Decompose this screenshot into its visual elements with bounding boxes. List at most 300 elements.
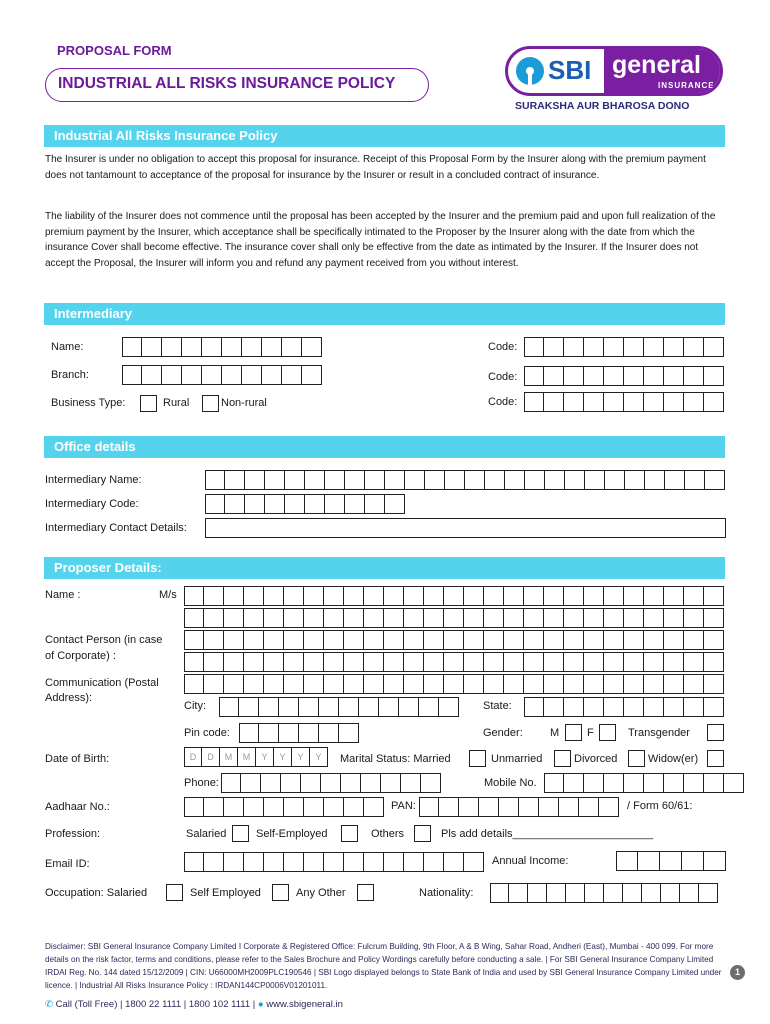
input-cell[interactable] <box>624 586 644 606</box>
input-cell[interactable] <box>202 337 222 357</box>
input-cell[interactable] <box>604 883 623 903</box>
input-cell[interactable] <box>244 674 264 694</box>
input-cell[interactable] <box>279 723 299 743</box>
profession-self-employed-checkbox[interactable] <box>341 825 358 842</box>
unmarried-checkbox[interactable] <box>554 750 571 767</box>
profession-others-checkbox[interactable] <box>414 825 431 842</box>
input-cell[interactable] <box>202 365 222 385</box>
address-input[interactable] <box>184 674 724 694</box>
office-code-input[interactable] <box>205 494 405 514</box>
input-cell[interactable] <box>404 852 424 872</box>
input-cell[interactable] <box>142 337 162 357</box>
input-cell[interactable] <box>484 652 504 672</box>
input-cell[interactable] <box>304 630 324 650</box>
input-cell[interactable] <box>404 674 424 694</box>
input-cell[interactable] <box>564 366 584 386</box>
input-cell[interactable] <box>324 586 344 606</box>
input-cell[interactable] <box>564 608 584 628</box>
input-cell[interactable] <box>585 883 604 903</box>
input-cell[interactable] <box>184 797 204 817</box>
intermediary-code-input-2[interactable] <box>524 366 724 386</box>
input-cell[interactable] <box>344 652 364 672</box>
input-cell[interactable] <box>284 652 304 672</box>
occupation-any-other-checkbox[interactable] <box>357 884 374 901</box>
input-cell[interactable] <box>384 674 404 694</box>
input-cell[interactable] <box>464 586 484 606</box>
input-cell[interactable] <box>264 674 284 694</box>
input-cell[interactable] <box>221 773 241 793</box>
input-cell[interactable] <box>381 773 401 793</box>
input-cell[interactable] <box>684 652 704 672</box>
input-cell[interactable] <box>224 852 244 872</box>
input-cell[interactable] <box>264 630 284 650</box>
input-cell[interactable] <box>644 773 664 793</box>
input-cell[interactable] <box>661 883 680 903</box>
input-cell[interactable] <box>524 586 544 606</box>
input-cell[interactable] <box>184 608 204 628</box>
intermediary-branch-input[interactable] <box>122 365 322 385</box>
input-cell[interactable] <box>509 883 528 903</box>
input-cell[interactable] <box>665 470 685 490</box>
input-cell[interactable] <box>339 697 359 717</box>
input-cell[interactable] <box>184 630 204 650</box>
input-cell[interactable] <box>305 494 325 514</box>
input-cell[interactable] <box>262 337 282 357</box>
input-cell[interactable] <box>684 586 704 606</box>
input-cell[interactable] <box>344 630 364 650</box>
input-cell[interactable] <box>439 797 459 817</box>
input-cell[interactable] <box>664 652 684 672</box>
input-cell[interactable] <box>544 674 564 694</box>
nationality-input[interactable] <box>490 883 718 903</box>
input-cell[interactable] <box>385 470 405 490</box>
input-cell[interactable] <box>242 365 262 385</box>
input-cell[interactable] <box>424 630 444 650</box>
input-cell[interactable] <box>524 608 544 628</box>
city-input[interactable] <box>219 697 459 717</box>
input-cell[interactable] <box>544 630 564 650</box>
input-cell[interactable] <box>704 608 724 628</box>
input-cell[interactable] <box>244 608 264 628</box>
input-cell[interactable] <box>324 797 344 817</box>
input-cell[interactable] <box>204 797 224 817</box>
married-checkbox[interactable] <box>469 750 486 767</box>
input-cell[interactable] <box>325 470 345 490</box>
input-cell[interactable]: M <box>238 747 256 767</box>
input-cell[interactable] <box>204 586 224 606</box>
website-link[interactable]: www.sbigeneral.in <box>266 999 343 1010</box>
input-cell[interactable] <box>299 723 319 743</box>
input-cell[interactable] <box>325 494 345 514</box>
input-cell[interactable] <box>244 652 264 672</box>
input-cell[interactable] <box>324 608 344 628</box>
pin-input[interactable] <box>239 723 359 743</box>
input-cell[interactable] <box>285 494 305 514</box>
input-cell[interactable] <box>264 586 284 606</box>
input-cell[interactable] <box>302 365 322 385</box>
input-cell[interactable] <box>244 630 264 650</box>
input-cell[interactable] <box>184 674 204 694</box>
input-cell[interactable] <box>184 586 204 606</box>
input-cell[interactable] <box>604 773 624 793</box>
input-cell[interactable] <box>644 586 664 606</box>
input-cell[interactable] <box>244 797 264 817</box>
input-cell[interactable] <box>584 337 604 357</box>
input-cell[interactable] <box>484 608 504 628</box>
input-cell[interactable] <box>544 697 564 717</box>
input-cell[interactable] <box>604 586 624 606</box>
mobile-input[interactable] <box>544 773 744 793</box>
input-cell[interactable] <box>704 851 726 871</box>
input-cell[interactable] <box>184 852 204 872</box>
input-cell[interactable] <box>704 366 724 386</box>
input-cell[interactable] <box>304 652 324 672</box>
input-cell[interactable] <box>365 494 385 514</box>
input-cell[interactable] <box>684 366 704 386</box>
input-cell[interactable]: D <box>202 747 220 767</box>
input-cell[interactable]: M <box>220 747 238 767</box>
input-cell[interactable] <box>499 797 519 817</box>
input-cell[interactable] <box>685 470 705 490</box>
input-cell[interactable] <box>684 674 704 694</box>
input-cell[interactable] <box>624 392 644 412</box>
input-cell[interactable] <box>544 652 564 672</box>
input-cell[interactable] <box>638 851 660 871</box>
input-cell[interactable] <box>465 470 485 490</box>
input-cell[interactable] <box>385 494 405 514</box>
input-cell[interactable] <box>424 852 444 872</box>
input-cell[interactable] <box>564 630 584 650</box>
annual-income-input[interactable] <box>616 851 726 871</box>
pan-input[interactable] <box>419 797 619 817</box>
input-cell[interactable] <box>644 366 664 386</box>
input-cell[interactable] <box>484 586 504 606</box>
input-cell[interactable] <box>528 883 547 903</box>
input-cell[interactable] <box>704 773 724 793</box>
input-cell[interactable] <box>324 652 344 672</box>
input-cell[interactable] <box>222 365 242 385</box>
input-cell[interactable] <box>419 697 439 717</box>
input-cell[interactable] <box>624 630 644 650</box>
input-cell[interactable] <box>282 337 302 357</box>
input-cell[interactable] <box>224 608 244 628</box>
input-cell[interactable] <box>182 337 202 357</box>
input-cell[interactable] <box>205 494 225 514</box>
input-cell[interactable] <box>425 470 445 490</box>
input-cell[interactable] <box>421 773 441 793</box>
input-cell[interactable] <box>705 470 725 490</box>
input-cell[interactable] <box>544 773 564 793</box>
input-cell[interactable] <box>479 797 499 817</box>
input-cell[interactable] <box>564 773 584 793</box>
aadhaar-input[interactable] <box>184 797 384 817</box>
intermediary-code-input-3[interactable] <box>524 392 724 412</box>
input-cell[interactable] <box>544 366 564 386</box>
input-cell[interactable] <box>564 674 584 694</box>
input-cell[interactable] <box>265 470 285 490</box>
input-cell[interactable] <box>324 674 344 694</box>
input-cell[interactable] <box>444 652 464 672</box>
input-cell[interactable] <box>664 586 684 606</box>
input-cell[interactable]: D <box>184 747 202 767</box>
input-cell[interactable] <box>304 852 324 872</box>
input-cell[interactable] <box>564 586 584 606</box>
phone-input[interactable] <box>221 773 441 793</box>
input-cell[interactable] <box>680 883 699 903</box>
input-cell[interactable] <box>704 630 724 650</box>
input-cell[interactable] <box>284 630 304 650</box>
input-cell[interactable] <box>623 883 642 903</box>
input-cell[interactable] <box>604 674 624 694</box>
input-cell[interactable] <box>162 365 182 385</box>
input-cell[interactable] <box>284 674 304 694</box>
input-cell[interactable] <box>284 608 304 628</box>
non-rural-checkbox[interactable] <box>202 395 219 412</box>
input-cell[interactable] <box>604 392 624 412</box>
input-cell[interactable] <box>379 697 399 717</box>
input-cell[interactable] <box>584 586 604 606</box>
input-cell[interactable] <box>642 883 661 903</box>
input-cell[interactable]: Y <box>274 747 292 767</box>
input-cell[interactable] <box>624 608 644 628</box>
gender-transgender-checkbox[interactable] <box>707 724 724 741</box>
gender-m-checkbox[interactable] <box>565 724 582 741</box>
input-cell[interactable] <box>245 470 265 490</box>
input-cell[interactable] <box>182 365 202 385</box>
input-cell[interactable] <box>282 365 302 385</box>
input-cell[interactable] <box>664 608 684 628</box>
input-cell[interactable] <box>699 883 718 903</box>
input-cell[interactable] <box>242 337 262 357</box>
input-cell[interactable] <box>625 470 645 490</box>
input-cell[interactable] <box>281 773 301 793</box>
input-cell[interactable] <box>624 337 644 357</box>
input-cell[interactable] <box>599 797 619 817</box>
input-cell[interactable] <box>564 652 584 672</box>
input-cell[interactable] <box>384 586 404 606</box>
input-cell[interactable] <box>404 652 424 672</box>
input-cell[interactable] <box>579 797 599 817</box>
input-cell[interactable] <box>264 852 284 872</box>
input-cell[interactable] <box>259 723 279 743</box>
input-cell[interactable] <box>122 365 142 385</box>
input-cell[interactable] <box>205 470 225 490</box>
input-cell[interactable] <box>584 773 604 793</box>
office-name-input[interactable] <box>205 470 725 490</box>
input-cell[interactable] <box>364 852 384 872</box>
input-cell[interactable] <box>384 852 404 872</box>
intermediary-name-input[interactable] <box>122 337 322 357</box>
input-cell[interactable] <box>684 608 704 628</box>
input-cell[interactable] <box>279 697 299 717</box>
input-cell[interactable] <box>284 852 304 872</box>
input-cell[interactable] <box>405 470 425 490</box>
email-input[interactable] <box>184 852 484 872</box>
input-cell[interactable] <box>644 652 664 672</box>
input-cell[interactable] <box>464 608 484 628</box>
input-cell[interactable] <box>364 674 384 694</box>
input-cell[interactable] <box>204 852 224 872</box>
input-cell[interactable] <box>524 652 544 672</box>
input-cell[interactable] <box>504 608 524 628</box>
dob-input[interactable] <box>184 747 328 767</box>
input-cell[interactable] <box>321 773 341 793</box>
input-cell[interactable] <box>361 773 381 793</box>
input-cell[interactable] <box>424 608 444 628</box>
input-cell[interactable] <box>605 470 625 490</box>
input-cell[interactable] <box>444 674 464 694</box>
input-cell[interactable] <box>624 652 644 672</box>
input-cell[interactable] <box>684 773 704 793</box>
input-cell[interactable] <box>364 586 384 606</box>
input-cell[interactable] <box>324 852 344 872</box>
input-cell[interactable] <box>564 392 584 412</box>
input-cell[interactable] <box>204 652 224 672</box>
input-cell[interactable] <box>539 797 559 817</box>
input-cell[interactable] <box>204 674 224 694</box>
input-cell[interactable] <box>524 366 544 386</box>
input-cell[interactable] <box>224 586 244 606</box>
input-cell[interactable] <box>305 470 325 490</box>
input-cell[interactable] <box>265 494 285 514</box>
input-cell[interactable] <box>344 674 364 694</box>
input-cell[interactable] <box>505 470 525 490</box>
input-cell[interactable] <box>364 797 384 817</box>
input-cell[interactable] <box>304 674 324 694</box>
input-cell[interactable] <box>304 797 324 817</box>
input-cell[interactable] <box>304 608 324 628</box>
input-cell[interactable] <box>704 392 724 412</box>
input-cell[interactable] <box>624 697 644 717</box>
input-cell[interactable] <box>344 608 364 628</box>
input-cell[interactable] <box>604 697 624 717</box>
input-cell[interactable] <box>490 883 509 903</box>
input-cell[interactable] <box>301 773 321 793</box>
widow-checkbox[interactable] <box>707 750 724 767</box>
input-cell[interactable] <box>664 630 684 650</box>
input-cell[interactable] <box>345 494 365 514</box>
input-cell[interactable] <box>664 674 684 694</box>
input-cell[interactable] <box>444 852 464 872</box>
input-cell[interactable] <box>624 366 644 386</box>
input-cell[interactable] <box>584 392 604 412</box>
input-cell[interactable] <box>259 697 279 717</box>
input-cell[interactable] <box>704 586 724 606</box>
intermediary-code-input-1[interactable] <box>524 337 724 357</box>
input-cell[interactable] <box>644 630 664 650</box>
gender-f-checkbox[interactable] <box>599 724 616 741</box>
input-cell[interactable] <box>684 337 704 357</box>
input-cell[interactable] <box>504 586 524 606</box>
input-cell[interactable] <box>285 470 305 490</box>
input-cell[interactable] <box>262 365 282 385</box>
input-cell[interactable] <box>525 470 545 490</box>
input-cell[interactable] <box>384 652 404 672</box>
input-cell[interactable] <box>225 494 245 514</box>
input-cell[interactable] <box>419 797 439 817</box>
input-cell[interactable] <box>364 608 384 628</box>
input-cell[interactable] <box>239 723 259 743</box>
input-cell[interactable] <box>545 470 565 490</box>
input-cell[interactable] <box>645 470 665 490</box>
input-cell[interactable] <box>544 392 564 412</box>
input-cell[interactable] <box>644 608 664 628</box>
input-cell[interactable] <box>224 797 244 817</box>
input-cell[interactable] <box>682 851 704 871</box>
input-cell[interactable] <box>344 852 364 872</box>
input-cell[interactable] <box>584 674 604 694</box>
input-cell[interactable] <box>664 392 684 412</box>
input-cell[interactable] <box>524 392 544 412</box>
input-cell[interactable] <box>219 697 239 717</box>
input-cell[interactable]: Y <box>256 747 274 767</box>
input-cell[interactable] <box>704 697 724 717</box>
input-cell[interactable] <box>504 674 524 694</box>
input-cell[interactable] <box>664 773 684 793</box>
input-cell[interactable] <box>404 608 424 628</box>
input-cell[interactable] <box>264 797 284 817</box>
input-cell[interactable] <box>524 630 544 650</box>
input-cell[interactable] <box>644 674 664 694</box>
input-cell[interactable] <box>184 652 204 672</box>
input-cell[interactable] <box>204 630 224 650</box>
input-cell[interactable] <box>704 652 724 672</box>
input-cell[interactable] <box>339 723 359 743</box>
input-cell[interactable] <box>324 630 344 650</box>
input-cell[interactable] <box>404 630 424 650</box>
input-cell[interactable] <box>566 883 585 903</box>
input-cell[interactable] <box>344 586 364 606</box>
input-cell[interactable] <box>664 697 684 717</box>
occupation-self-employed-checkbox[interactable] <box>272 884 289 901</box>
input-cell[interactable] <box>444 608 464 628</box>
input-cell[interactable] <box>464 630 484 650</box>
input-cell[interactable] <box>459 797 479 817</box>
input-cell[interactable] <box>359 697 379 717</box>
office-contact-input[interactable] <box>205 518 726 538</box>
input-cell[interactable] <box>624 773 644 793</box>
occupation-salaried-checkbox[interactable] <box>166 884 183 901</box>
input-cell[interactable] <box>624 674 644 694</box>
input-cell[interactable] <box>424 674 444 694</box>
input-cell[interactable] <box>439 697 459 717</box>
state-input[interactable] <box>524 697 724 717</box>
input-cell[interactable] <box>299 697 319 717</box>
input-cell[interactable] <box>225 470 245 490</box>
contact-person-input-1[interactable] <box>184 630 724 650</box>
input-cell[interactable] <box>142 365 162 385</box>
input-cell[interactable] <box>485 470 505 490</box>
proposer-name-input-1[interactable] <box>184 586 724 606</box>
input-cell[interactable] <box>264 608 284 628</box>
input-cell[interactable] <box>604 652 624 672</box>
input-cell[interactable] <box>584 608 604 628</box>
input-cell[interactable] <box>401 773 421 793</box>
input-cell[interactable] <box>341 773 361 793</box>
input-cell[interactable] <box>604 337 624 357</box>
input-cell[interactable] <box>564 697 584 717</box>
input-cell[interactable] <box>364 652 384 672</box>
input-cell[interactable] <box>644 392 664 412</box>
input-cell[interactable] <box>399 697 419 717</box>
input-cell[interactable] <box>464 852 484 872</box>
input-cell[interactable] <box>261 773 281 793</box>
input-cell[interactable] <box>384 630 404 650</box>
input-cell[interactable] <box>565 470 585 490</box>
input-cell[interactable] <box>584 630 604 650</box>
input-cell[interactable] <box>585 470 605 490</box>
input-cell[interactable] <box>664 337 684 357</box>
